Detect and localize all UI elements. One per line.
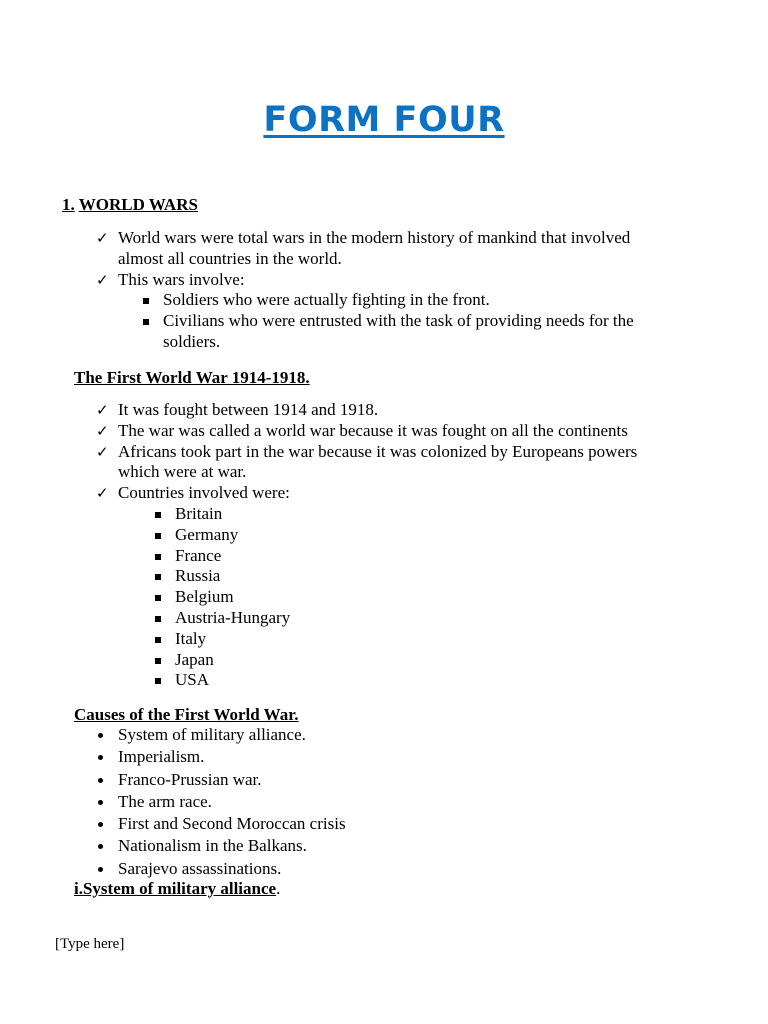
check-icon: ✓ <box>96 484 109 503</box>
square-bullet-icon <box>155 554 161 560</box>
list-item <box>175 587 475 608</box>
countries-list <box>175 504 475 691</box>
list-item-text: Civilians who were entrusted with the task of providing needs for the soldiers. <box>163 310 634 351</box>
list-item <box>118 746 518 768</box>
check-icon: ✓ <box>96 401 109 419</box>
list-item <box>175 525 475 546</box>
intro-list <box>96 228 658 290</box>
dot-bullet-icon <box>98 844 103 849</box>
causes-heading: Causes of the First World War. <box>74 705 299 724</box>
list-item <box>175 566 475 587</box>
section-heading-world-wars <box>62 195 198 215</box>
list-item <box>96 400 658 421</box>
list-item <box>175 608 475 629</box>
list-item-text: The war was called a world war because it was fought on all the continents <box>118 420 628 440</box>
list-item <box>96 483 658 504</box>
list-item-text: System of military alliance. <box>118 725 306 744</box>
subheading-text: i.System of military alliance <box>74 879 277 898</box>
page-footer: [Type here] <box>55 936 125 952</box>
square-bullet-icon <box>155 574 161 580</box>
subheading-period: . <box>276 879 281 898</box>
list-item-text: The arm race. <box>118 791 212 811</box>
first-war-list <box>96 400 658 504</box>
list-item <box>96 441 658 484</box>
square-bullet-icon <box>143 298 149 304</box>
list-item <box>175 546 475 567</box>
involve-sublist <box>163 290 663 352</box>
list-item <box>96 420 658 442</box>
list-item <box>175 504 475 525</box>
list-item <box>175 670 475 691</box>
list-item-text: Japan <box>175 649 214 669</box>
list-item-text: Germany <box>175 524 239 544</box>
check-icon: ✓ <box>96 421 109 440</box>
dot-bullet-icon <box>98 867 103 872</box>
square-bullet-icon <box>155 533 161 539</box>
check-icon: ✓ <box>96 229 109 247</box>
square-bullet-icon <box>155 595 161 601</box>
list-item-text: First and Second Moroccan crisis <box>118 814 346 834</box>
list-item-text: Belgium <box>175 587 234 607</box>
dot-bullet-icon <box>98 800 103 805</box>
list-item-text: Russia <box>175 566 221 586</box>
list-item-text: Austria-Hungary <box>175 607 291 627</box>
section-title: WORLD WARS <box>78 195 198 214</box>
list-item-text: Franco-Prussian war. <box>118 769 262 789</box>
list-item-text: Britain <box>175 504 223 523</box>
list-item-text: Countries involved were: <box>118 483 290 503</box>
list-item <box>118 813 518 835</box>
page-title: FORM FOUR <box>263 100 505 140</box>
list-item-text: Italy <box>175 628 207 648</box>
list-item <box>175 629 475 650</box>
list-item-text: It was fought between 1914 and 1918. <box>118 400 379 419</box>
list-item-text: Nationalism in the Balkans. <box>118 836 307 856</box>
list-item <box>175 650 475 671</box>
check-icon: ✓ <box>96 270 109 289</box>
list-item-text: France <box>175 545 222 565</box>
square-bullet-icon <box>143 319 149 325</box>
section-number: 1. <box>62 195 75 214</box>
subheading-military-alliance <box>74 879 280 899</box>
dot-bullet-icon <box>98 733 103 738</box>
list-item-text: USA <box>175 670 210 690</box>
list-item-text: Sarajevo assassinations. <box>118 858 282 878</box>
list-item <box>118 791 518 813</box>
dot-bullet-icon <box>98 778 103 783</box>
list-item-text: Soldiers who were actually fighting in the front. <box>163 290 490 309</box>
list-item <box>118 858 518 880</box>
dot-bullet-icon <box>98 822 103 827</box>
square-bullet-icon <box>155 678 161 684</box>
square-bullet-icon <box>155 512 161 518</box>
list-item <box>163 290 663 311</box>
list-item-text: World wars were total wars in the modern history of mankind that involved almost all countries in the world. <box>118 228 631 268</box>
square-bullet-icon <box>155 658 161 664</box>
list-item-text: This wars involve: <box>118 269 245 289</box>
list-item <box>118 835 518 857</box>
list-item <box>96 228 658 270</box>
list-item <box>96 269 658 291</box>
list-item-text: Imperialism. <box>118 747 205 767</box>
list-item <box>163 311 663 353</box>
check-icon: ✓ <box>96 442 109 461</box>
first-war-heading: The First World War 1914-1918. <box>74 368 310 387</box>
square-bullet-icon <box>155 616 161 622</box>
list-item <box>118 724 518 746</box>
causes-list <box>118 724 518 880</box>
square-bullet-icon <box>155 637 161 643</box>
list-item <box>118 769 518 791</box>
list-item-text: Africans took part in the war because it was colonized by Europeans powers which were at war. <box>118 441 638 482</box>
dot-bullet-icon <box>98 755 103 760</box>
